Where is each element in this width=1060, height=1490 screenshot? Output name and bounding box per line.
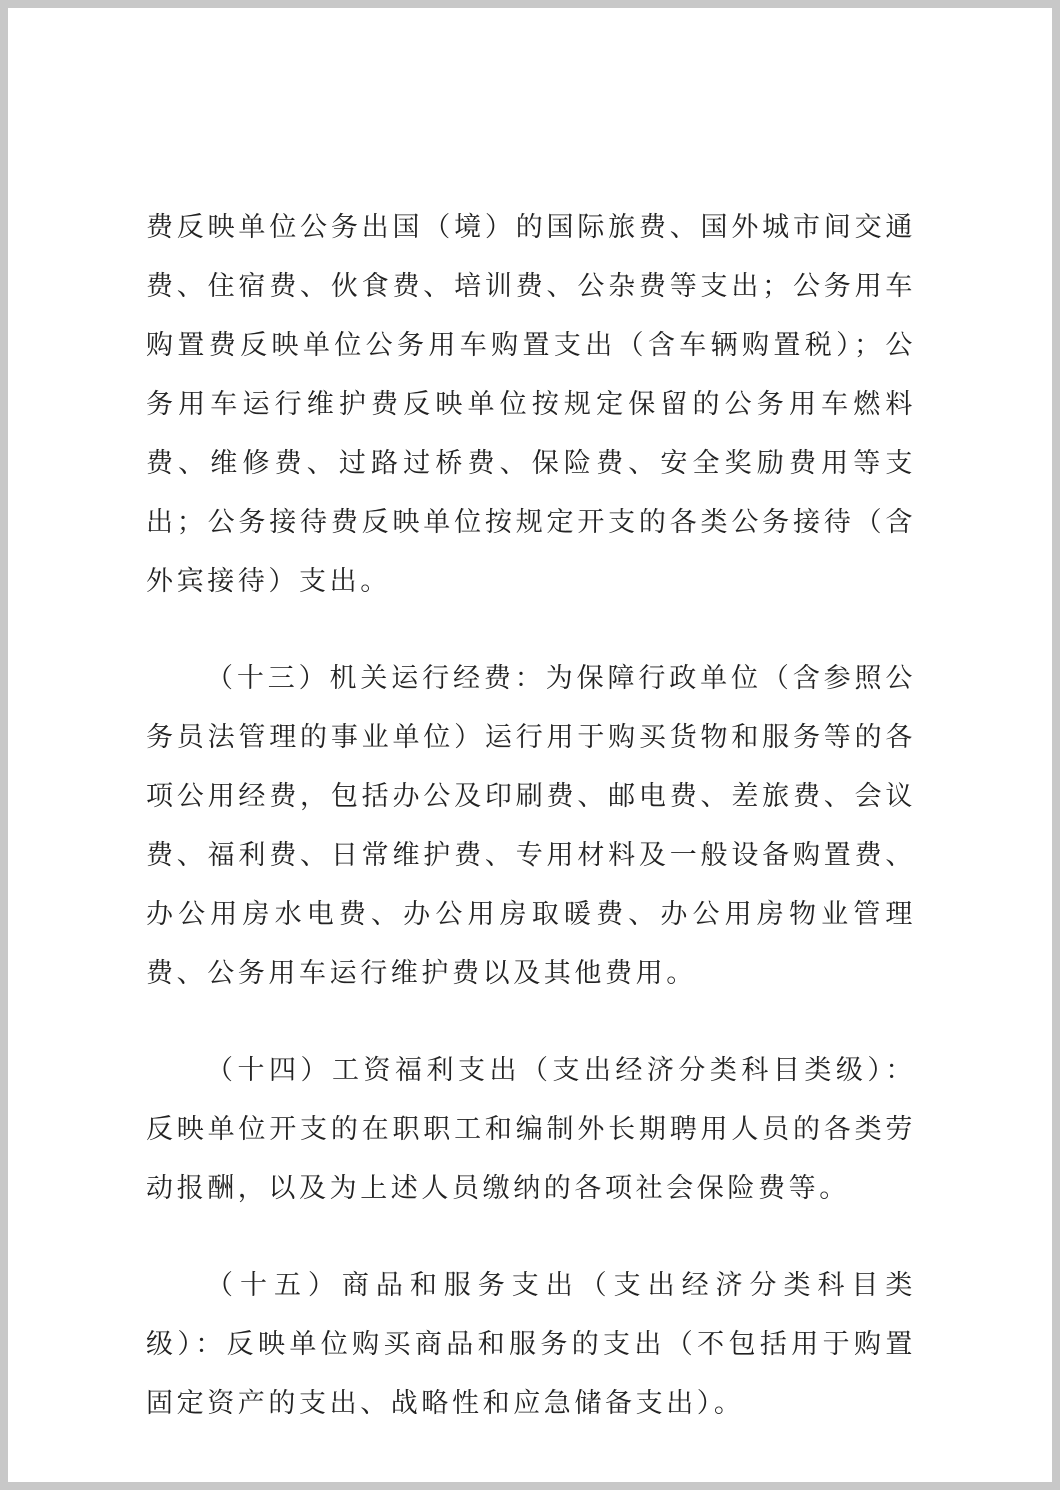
paragraph-item-13: （十三）机关运行经费：为保障行政单位（含参照公务员法管理的事业单位）运行用于购买货物和服务等的各项公用经费，包括办公及印刷费、邮电费、差旅费、会议费、福利费、日常维护费、专用材料及一般设备购置费、办公用房水电费、办公用房取暖费、办公用房物业管理费、公务用车运行维护费以及其他费用。 (146, 663, 916, 989)
document-page (8, 8, 1052, 1482)
paragraph-continuation: 费反映单位公务出国（境）的国际旅费、国外城市间交通费、住宿费、伙食费、培训费、公杂费等支出；公务用车购置费反映单位公务用车购置支出（含车辆购置税）；公务用车运行维护费反映单位按规定保留的公务用车燃料费、维修费、过路过桥费、保险费、安全奖励费用等支出；公务接待费反映单位按规定开支的各类公务接待（含外宾接待）支出。 (146, 212, 916, 597)
paragraph-item-14: （十四）工资福利支出（支出经济分类科目类级）：反映单位开支的在职职工和编制外长期聘用人员的各类劳动报酬，以及为上述人员缴纳的各项社会保险费等。 (146, 1055, 916, 1204)
paragraph-item-15: （十五）商品和服务支出（支出经济分类科目类级）：反映单位购买商品和服务的支出（不包括用于购置固定资产的支出、战略性和应急储备支出）。 (146, 1270, 916, 1419)
document-body (146, 198, 916, 1471)
